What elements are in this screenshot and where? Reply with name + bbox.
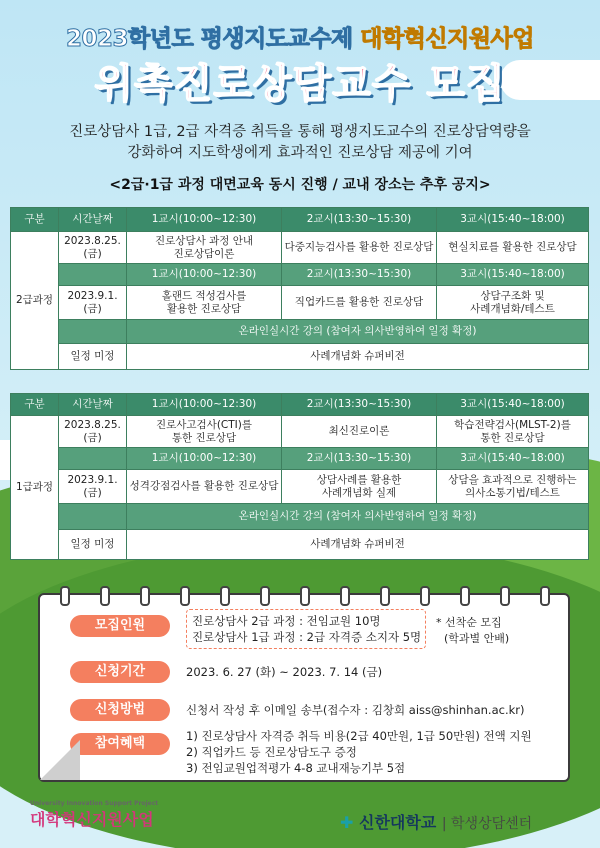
header-period2: 2교시(13:30~15:30) <box>282 208 437 232</box>
blank-cell <box>59 320 127 344</box>
ring-decoration <box>220 586 230 606</box>
cell-text: 진로상담사 과정 안내 <box>155 234 253 247</box>
method-value: 신청서 작성 후 이메일 송부(접수자 : 김창희 aiss@shinhan.ac.kr) <box>186 703 525 717</box>
cell-text: 상담사례를 활용한 <box>316 473 402 486</box>
cell: 직업카드를 활용한 진로상담 <box>282 286 437 320</box>
course-label: 2급과정 <box>11 232 59 370</box>
date-cell <box>59 232 127 264</box>
cell-text: 학습전략검사(MLST-2)를 <box>454 418 571 431</box>
table-header-row <box>11 208 589 232</box>
ring-decoration <box>460 586 470 606</box>
center-name: 학생상담센터 <box>451 816 533 832</box>
blank-cell <box>59 504 127 530</box>
period1: 1교시(10:00~12:30) <box>127 448 282 470</box>
method-label: 신청방법 <box>70 699 170 721</box>
ring-decoration <box>180 586 190 606</box>
shinhan-emblem-icon: ✚ <box>340 813 359 832</box>
benefit-item: 3) 전임교원업적평가 4-8 교내재능기부 5점 <box>186 761 406 775</box>
header-group: 구분 <box>11 208 59 232</box>
ring-decoration <box>260 586 270 606</box>
ring-decoration <box>300 586 310 606</box>
period3: 3교시(15:40~18:00) <box>437 264 589 286</box>
cell-text: 사례개념화 실제 <box>321 486 397 499</box>
cell: 다중지능검사를 활용한 진로상담 <box>282 232 437 264</box>
cell: 최신진로이론 <box>282 416 437 448</box>
logo-subtitle: University Innovation Support Project <box>30 800 159 807</box>
day: (금) <box>83 302 102 315</box>
header-date: 시간날짜 <box>59 394 127 416</box>
cell-text: 상담구조화 및 <box>480 289 545 302</box>
recruit-text <box>192 613 421 645</box>
schedule-table-level2 <box>10 207 589 370</box>
supervision-cell: 사례개념화 슈퍼비전 <box>127 344 589 370</box>
course-label: 1급과정 <box>11 416 59 560</box>
period1: 1교시(10:00~12:30) <box>127 264 282 286</box>
ring-decoration <box>100 586 110 606</box>
description <box>0 122 600 164</box>
ring-decoration <box>60 586 70 606</box>
cell <box>127 416 282 448</box>
cell: 현실치료를 활용한 진로상담 <box>437 232 589 264</box>
benefit-list <box>186 728 532 776</box>
ring-decoration <box>380 586 390 606</box>
cell-text: 홀랜드 적성검사를 <box>161 289 247 302</box>
ring-decoration <box>540 586 550 606</box>
period-value: 2023. 6. 27 (화) ~ 2023. 7. 14 (금) <box>186 665 383 679</box>
period-row <box>11 448 589 470</box>
cell-text: 진로상담이론 <box>173 247 235 260</box>
cell <box>127 232 282 264</box>
day: (금) <box>83 486 102 499</box>
recruit-line2: 진로상담사 1급 과정 : 2급 자격증 소지자 5명 <box>192 630 422 644</box>
schedule-table-level1 <box>10 393 589 560</box>
period2: 2교시(13:30~15:30) <box>282 448 437 470</box>
table-header-row <box>11 394 589 416</box>
header-date: 시간날짜 <box>59 208 127 232</box>
title-program: 2023학년도 평생지도교수제 <box>66 26 353 52</box>
header-period3: 3교시(15:40~18:00) <box>437 208 589 232</box>
table-row <box>11 286 589 320</box>
online-note: 온라인실시간 강의 (참여자 의사반영하여 일정 확정) <box>127 320 589 344</box>
date: 2023.9.1. <box>67 289 118 302</box>
table-row <box>11 344 589 370</box>
period-label: 신청기간 <box>70 661 170 683</box>
title-project: 대학혁신지원사업 <box>360 26 534 52</box>
table-row <box>11 232 589 264</box>
notice: <2급·1급 과정 대면교육 동시 진행 / 교내 장소는 추후 공지> <box>109 177 491 193</box>
cell-text: 사례개념화/테스트 <box>470 302 555 315</box>
tbd-cell: 일정 미정 <box>59 344 127 370</box>
date-cell <box>59 470 127 504</box>
cell <box>437 286 589 320</box>
description-line1: 진로상담사 1급, 2급 자격증 취득을 통해 평생지도교수의 진로상담역량을 <box>69 124 531 140</box>
cell-text: 진로사고검사(CTI)를 <box>155 418 253 431</box>
period2: 2교시(13:30~15:30) <box>282 264 437 286</box>
online-row <box>11 504 589 530</box>
header-period1: 1교시(10:00~12:30) <box>127 394 282 416</box>
info-board <box>38 593 570 782</box>
benefit-label: 참여혜택 <box>70 733 170 755</box>
shinhan-logo: ✚ 신한대학교 | 학생상담센터 <box>340 813 533 832</box>
date-cell <box>59 286 127 320</box>
tbd-cell: 일정 미정 <box>59 530 127 560</box>
period3: 3교시(15:40~18:00) <box>437 448 589 470</box>
cell <box>127 286 282 320</box>
table-row <box>11 416 589 448</box>
blank-cell <box>59 448 127 470</box>
benefit-item: 1) 진로상담사 자격증 취득 비용(2급 40만원, 1급 50만원) 전액 지원 <box>186 729 532 743</box>
cell <box>437 416 589 448</box>
recruit-note1: * 선착순 모집 <box>436 616 502 629</box>
cell <box>437 470 589 504</box>
day: (금) <box>83 247 102 260</box>
main-title: 위촉진로상담교수 모집 <box>94 61 506 107</box>
recruit-label: 모집인원 <box>70 615 170 637</box>
description-line2: 강화하여 지도학생에게 효과적인 진로상담 제공에 기여 <box>127 145 473 161</box>
header-period2: 2교시(13:30~15:30) <box>282 394 437 416</box>
ring-decoration <box>420 586 430 606</box>
date-cell <box>59 416 127 448</box>
blank-cell <box>59 264 127 286</box>
page-fold-decoration <box>40 740 80 780</box>
table-row <box>11 530 589 560</box>
cell-text: 상담을 효과적으로 진행하는 <box>448 473 577 486</box>
title-line1 <box>0 20 600 53</box>
recruit-line1: 진로상담사 2급 과정 : 전임교원 10명 <box>192 614 381 628</box>
ring-decoration <box>140 586 150 606</box>
date: 2023.8.25. <box>64 418 121 431</box>
online-row <box>11 320 589 344</box>
benefit-item: 2) 직업카드 등 진로상담도구 증정 <box>186 745 357 759</box>
header-group: 구분 <box>11 394 59 416</box>
cell-text: 통한 진로상담 <box>171 431 237 444</box>
supervision-cell: 사례개념화 슈퍼비전 <box>127 530 589 560</box>
cell-text: 활용한 진로상담 <box>166 302 242 315</box>
logo-text: 대학혁신지원사업 <box>30 810 154 829</box>
online-note: 온라인실시간 강의 (참여자 의사반영하여 일정 확정) <box>127 504 589 530</box>
ring-decoration <box>500 586 510 606</box>
header-period3: 3교시(15:40~18:00) <box>437 394 589 416</box>
date: 2023.9.1. <box>67 473 118 486</box>
cell-text: 통한 진로상담 <box>480 431 545 444</box>
recruit-note <box>436 615 509 647</box>
recruit-note2: (학과별 안배) <box>444 632 510 645</box>
university-name: 신한대학교 <box>358 813 437 832</box>
day: (금) <box>83 431 102 444</box>
table-row <box>11 470 589 504</box>
cell-text: 의사소통기법/테스트 <box>465 486 560 499</box>
cell: 성격강점검사를 활용한 진로상담 <box>127 470 282 504</box>
period-row <box>11 264 589 286</box>
ring-decoration <box>340 586 350 606</box>
cell <box>282 470 437 504</box>
header-period1: 1교시(10:00~12:30) <box>127 208 282 232</box>
date: 2023.8.25. <box>64 234 121 247</box>
innovation-logo <box>30 800 158 848</box>
